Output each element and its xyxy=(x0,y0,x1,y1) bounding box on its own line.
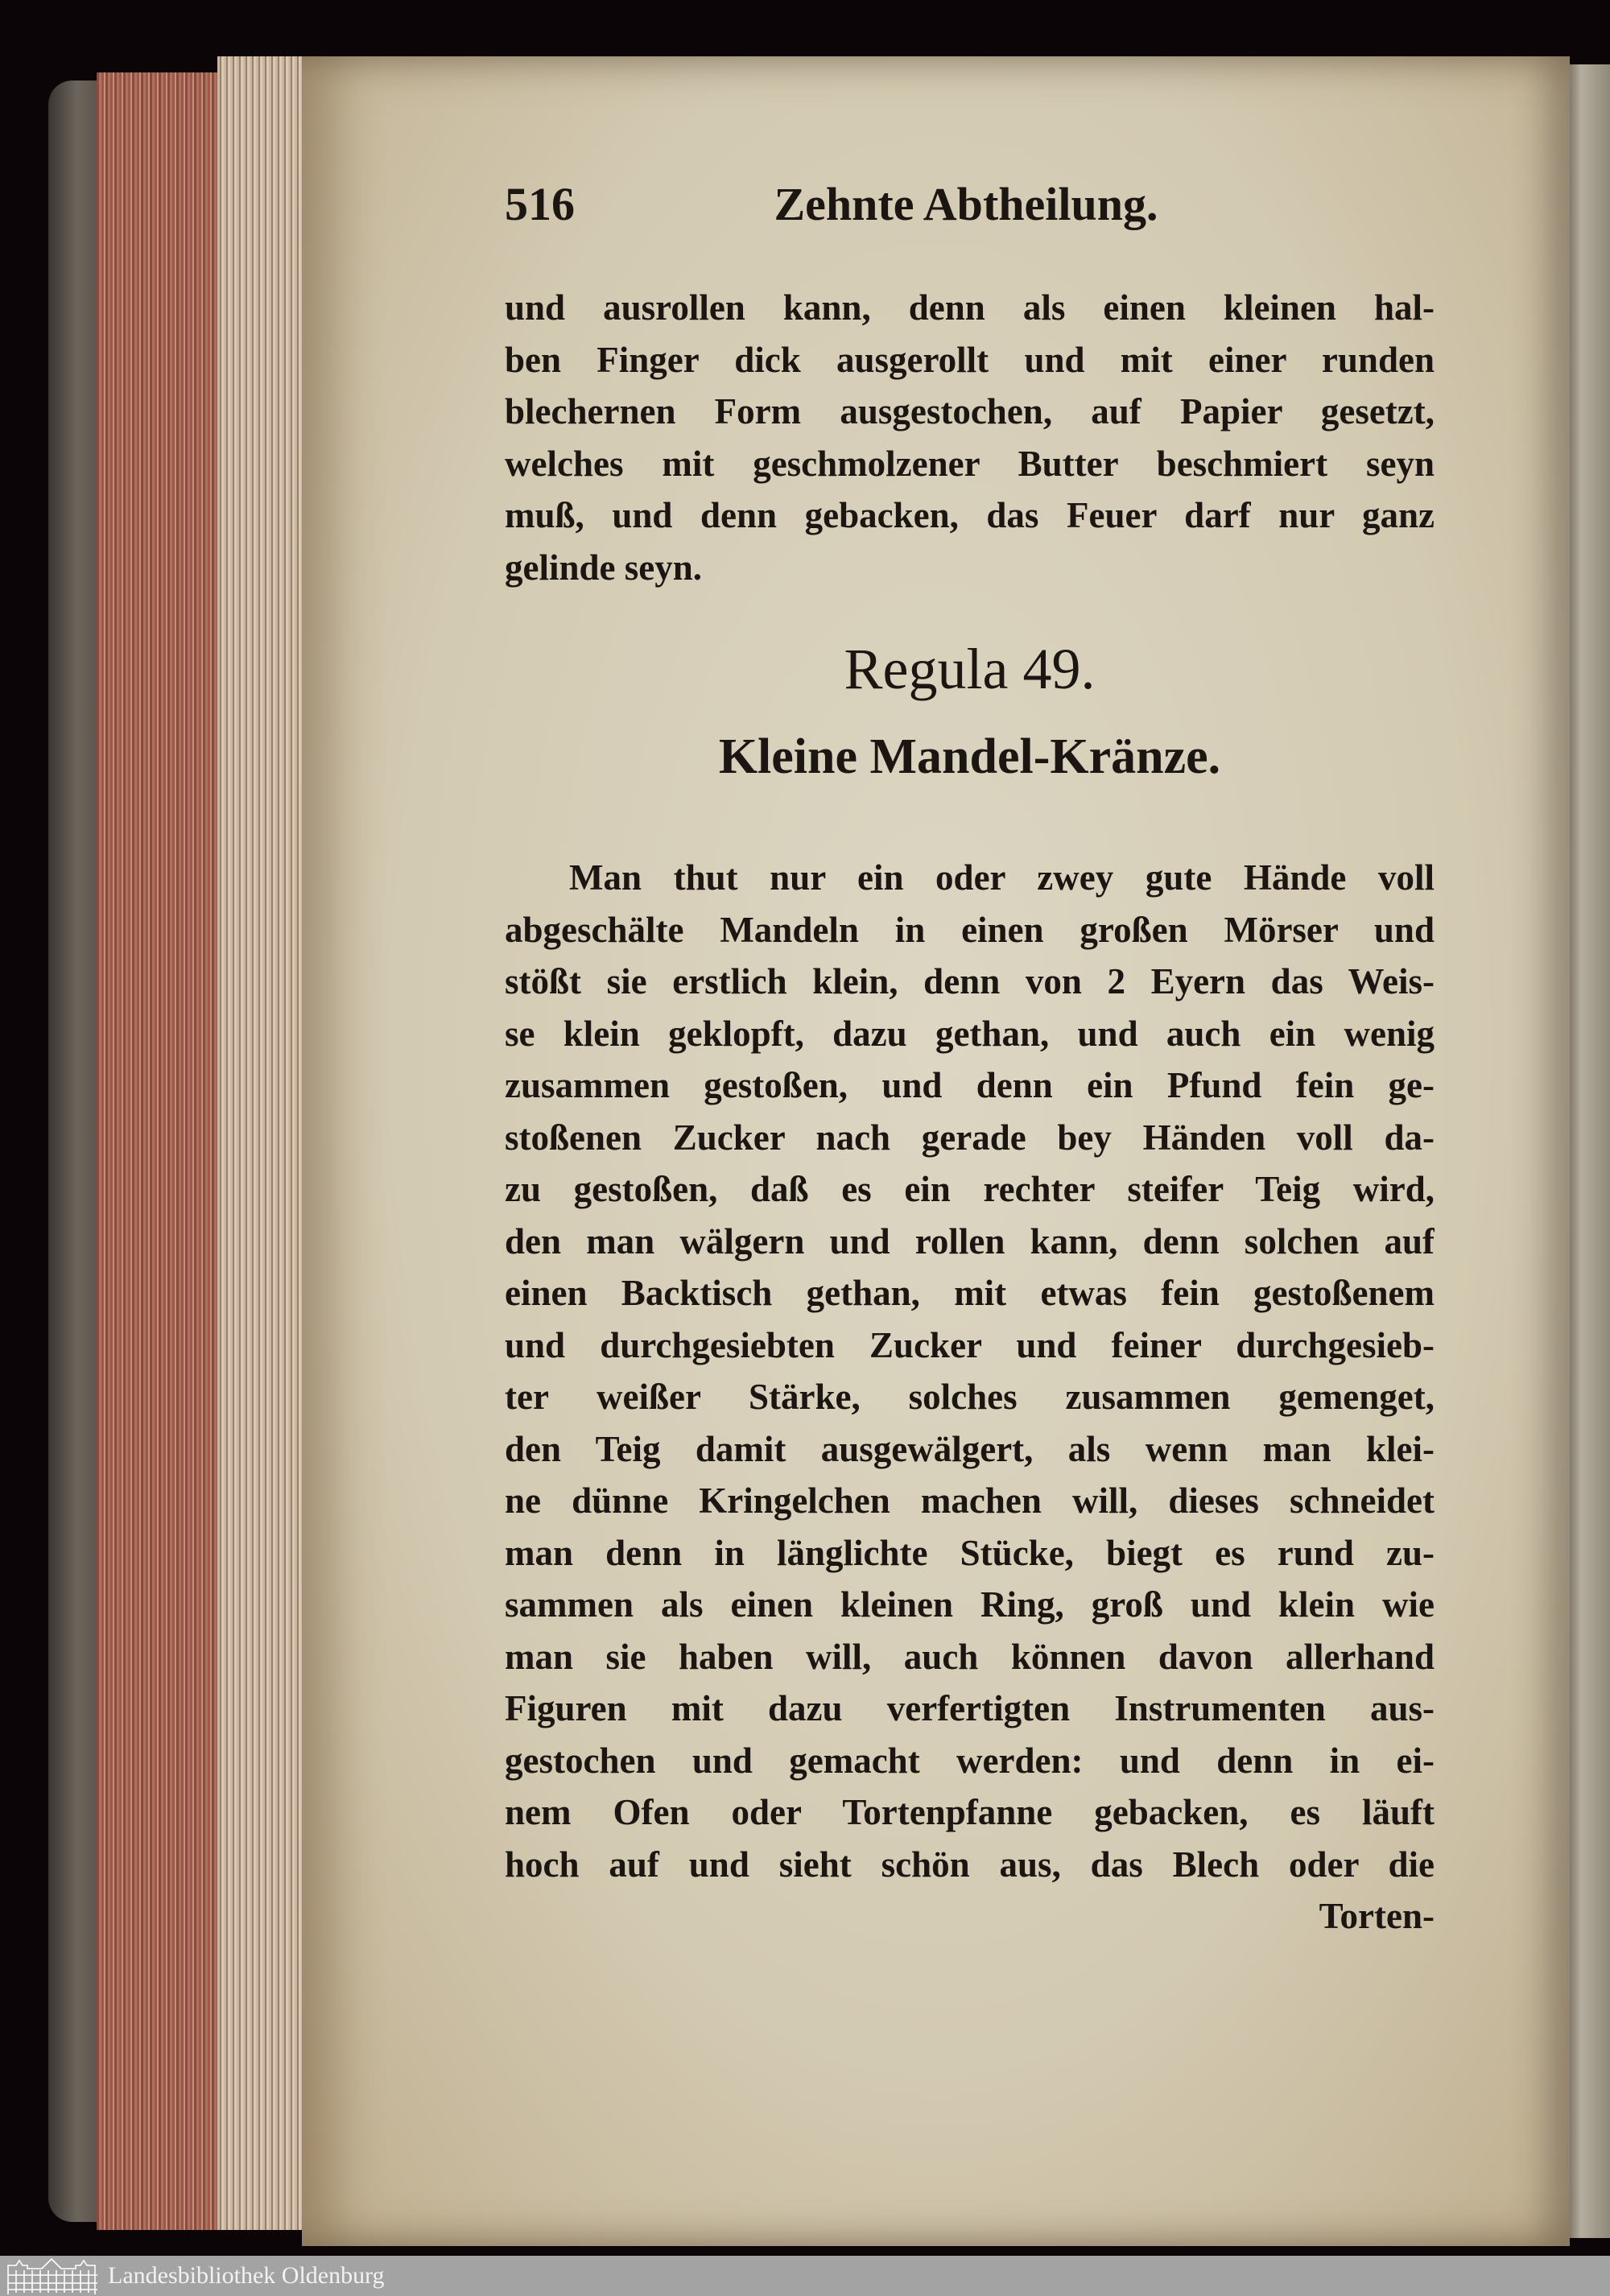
recipe-title: Kleine Mandel-Kränze. xyxy=(718,729,1221,784)
section-heading: Regula 49. xyxy=(844,637,1096,701)
text-line: und durchgesiebten Zucker und feiner durchgesieb- xyxy=(505,1324,1435,1365)
text-line: einen Backtisch gethan, mit etwas fein gestoßenem xyxy=(505,1273,1435,1313)
text-line: man denn in länglichte Stücke, biegt es rund zu- xyxy=(505,1532,1435,1573)
library-building-icon xyxy=(6,2257,99,2294)
text-line: man sie haben will, auch können davon allerhand xyxy=(505,1636,1435,1677)
text-line: blechernen Form ausgestochen, auf Papier gesetzt, xyxy=(505,391,1435,432)
recipe-paragraph xyxy=(505,852,1435,1943)
text-line: zu gestoßen, daß es ein rechter steifer Teig wird, xyxy=(505,1169,1435,1209)
text-line: stoßenen Zucker nach gerade bey Händen voll da- xyxy=(505,1117,1435,1158)
text-line: und ausrollen kann, denn als einen kleinen hal- xyxy=(505,287,1435,328)
text-line: ter weißer Stärke, solches zusammen gemenget, xyxy=(505,1377,1435,1417)
text-line: zusammen gestoßen, und denn ein Pfund fein ge- xyxy=(505,1065,1435,1105)
text-line: ben Finger dick ausgerollt und mit einer runden xyxy=(505,339,1435,380)
continuation-text xyxy=(505,282,1435,593)
text-line: abgeschälte Mandeln in einen großen Mörser und xyxy=(505,909,1435,950)
catchword: Torten- xyxy=(1319,1896,1435,1936)
text-line: se klein geklopft, dazu gethan, und auch ein wenig xyxy=(505,1013,1435,1054)
library-name: Landesbibliothek Oldenburg xyxy=(108,2262,385,2289)
text-line: gestochen und gemacht werden: und denn in ei- xyxy=(505,1740,1435,1781)
text-line: sammen als einen kleinen Ring, groß und klein wie xyxy=(505,1584,1435,1625)
text-line: den man wälgern und rollen kann, denn solchen auf xyxy=(505,1220,1435,1262)
text-line: Man thut nur ein oder zwey gute Hände voll xyxy=(569,857,1435,898)
text-line: hoch auf und sieht schön aus, das Blech oder die xyxy=(505,1844,1435,1885)
text-line: nem Ofen oder Tortenpfanne gebacken, es läuft xyxy=(505,1792,1435,1832)
text-line: Figuren mit dazu verfertigten Instrumenten aus- xyxy=(505,1688,1435,1728)
text-line: gelinde seyn. xyxy=(505,547,703,588)
text-line: welches mit geschmolzener Butter beschmiert seyn xyxy=(505,443,1435,484)
page-number: 516 xyxy=(505,178,575,230)
text-line: ne dünne Kringelchen machen will, dieses schneidet xyxy=(505,1480,1435,1521)
footer-bar xyxy=(0,2256,1610,2296)
page-edges-inner xyxy=(217,56,306,2230)
text-line: stößt sie erstlich klein, denn von 2 Eyern das Weis- xyxy=(505,961,1435,1001)
text-line: den Teig damit ausgewälgert, als wenn man klei- xyxy=(505,1428,1435,1469)
text-line: muß, und denn gebacken, das Feuer darf nur ganz xyxy=(505,495,1435,535)
running-head: Zehnte Abtheilung. xyxy=(774,178,1158,230)
